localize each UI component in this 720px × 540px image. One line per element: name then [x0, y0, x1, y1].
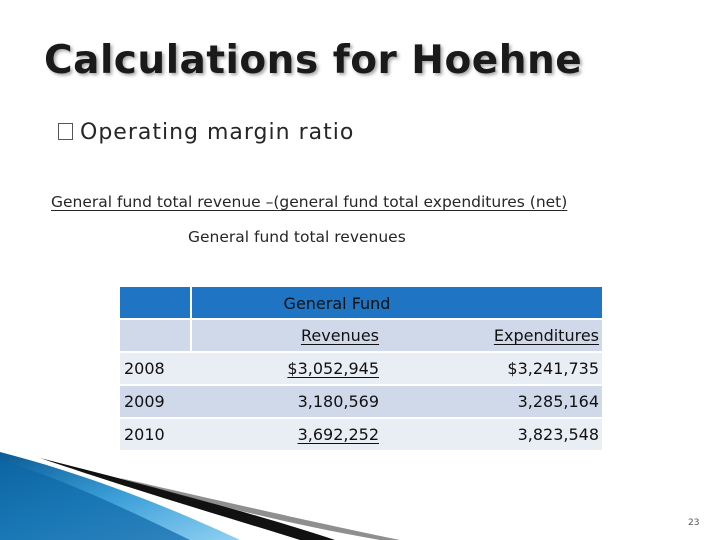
revenue-value-underlined: $3,052,945 [287, 359, 379, 378]
row-revenues [192, 353, 382, 384]
table-column-header-row [120, 318, 602, 351]
row-year: 2009 [120, 386, 192, 417]
column-header-revenues: Revenues [192, 320, 382, 351]
column-header-expenditures: Expenditures [382, 320, 602, 351]
formula-denominator: General fund total revenues [188, 228, 406, 246]
formula-numerator: General fund total revenue –(general fund total expenditures (net) [51, 193, 568, 211]
row-year: 2008 [120, 353, 192, 384]
header-corner-cell [120, 287, 192, 318]
bullet-item [58, 120, 354, 145]
table-row [120, 351, 602, 384]
column-header-blank [120, 320, 192, 351]
group-header-general-fund: General Fund [192, 287, 602, 318]
page-number: 23 [688, 518, 700, 528]
row-expenditures: $3,241,735 [382, 353, 602, 384]
row-revenues: 3,180,569 [192, 386, 382, 417]
checkbox-bullet-icon [58, 123, 73, 140]
bullet-text: Operating margin ratio [80, 120, 355, 145]
row-year: 2010 [120, 419, 192, 450]
row-expenditures: 3,285,164 [382, 386, 602, 417]
row-revenues: 3,692,252 [192, 419, 382, 450]
decorative-swoosh [0, 448, 720, 540]
slide-title: Calculations for Hoehne [44, 38, 583, 83]
row-expenditures: 3,823,548 [382, 419, 602, 450]
table-row [120, 384, 602, 417]
table-group-header-row [120, 287, 602, 318]
general-fund-table [120, 287, 602, 450]
table-row [120, 417, 602, 450]
